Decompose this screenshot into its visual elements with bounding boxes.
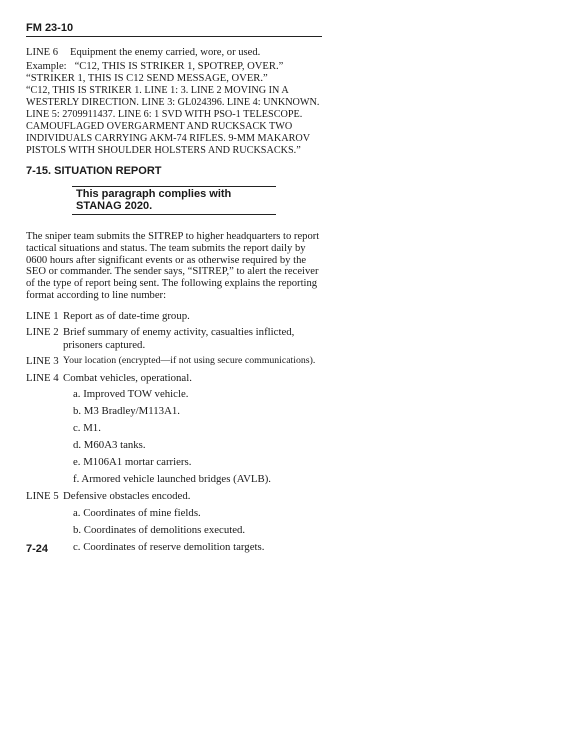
sub-item: c. Coordinates of reserve demolition targets.	[73, 540, 265, 553]
line-label: LINE 2	[26, 326, 59, 339]
line-label: LINE 1	[26, 309, 59, 322]
example-line-1	[26, 61, 322, 73]
line-item	[26, 372, 322, 385]
line-list	[26, 310, 322, 554]
document-page	[26, 22, 322, 558]
section-title: 7-15. SITUATION REPORT	[26, 165, 162, 177]
running-header: FM 23-10	[26, 22, 322, 37]
example-label: Example:	[26, 61, 67, 72]
line6-text: Equipment the enemy carried, wore, or used.	[70, 47, 261, 58]
line-text: Defensive obstacles encoded.	[63, 490, 191, 503]
sub-item: a. Coordinates of mine fields.	[73, 506, 201, 519]
line-text: Brief summary of enemy activity, casualties inflicted, prisoners captured.	[63, 326, 295, 351]
line-label: LINE 4	[26, 371, 59, 384]
sub-item: c. M1.	[73, 422, 101, 435]
line-label: LINE 3	[26, 355, 59, 368]
line-text: Report as of date-time group.	[63, 309, 190, 322]
line-item	[26, 310, 322, 323]
line-item	[26, 326, 322, 351]
line-text: Your location (encrypted—if not using secure communications).	[63, 355, 316, 367]
body-paragraph: The sniper team submits the SITREP to higher headquarters to report tactical situations and status. The team submits the report daily by 0600 hours after significant events or as otherwise required by the SEO or commander. The sender says, “SITREP,” to alert the receiver of the type of report being sent. The following explains the reporting format according to line number:	[26, 231, 320, 301]
line-label: LINE 5	[26, 490, 59, 503]
sub-item: b. M3 Bradley/M113A1.	[73, 405, 180, 418]
line6-entry	[26, 47, 322, 59]
example-line-3: “C12, THIS IS STRIKER 1. LINE 1: 3. LINE 2 MOVING IN A WESTERLY DIRECTION. LINE 3: GL024396. LINE 4: UNKNOWN. LINE 5: 2709911437. LINE 6: 1 SVD WITH PSO-1 TELESCOPE. CAMOUFLAGED OVERGARMENT AND RUCKSACK TWO INDIVIDUALS CARRYING AKM-74 RIFLES. 9-MM MAKAROV PISTOLS WITH SHOULDER HOLSTERS AND RUCKSACKS.”	[26, 85, 320, 156]
line-item	[26, 355, 322, 368]
line-text: Combat vehicles, operational.	[63, 371, 192, 384]
example-text-1: “C12, THIS IS STRIKER 1, SPOTREP, OVER.”	[74, 61, 284, 72]
page-number: 7-24	[26, 543, 49, 555]
example-line-2: “STRIKER 1, THIS IS C12 SEND MESSAGE, OVER.”	[26, 73, 268, 84]
sub-item: e. M106A1 mortar carriers.	[73, 456, 192, 469]
line6-label: LINE 6	[26, 47, 59, 58]
stanag-notice: This paragraph complies with STANAG 2020.	[72, 186, 276, 215]
sub-item: b. Coordinates of demolitions executed.	[73, 523, 246, 536]
line-item	[26, 490, 322, 503]
sub-item: d. M60A3 tanks.	[73, 439, 146, 452]
sub-item: f. Armored vehicle launched bridges (AVLB).	[73, 473, 271, 486]
example-block	[26, 61, 322, 157]
sub-item: a. Improved TOW vehicle.	[73, 388, 189, 401]
